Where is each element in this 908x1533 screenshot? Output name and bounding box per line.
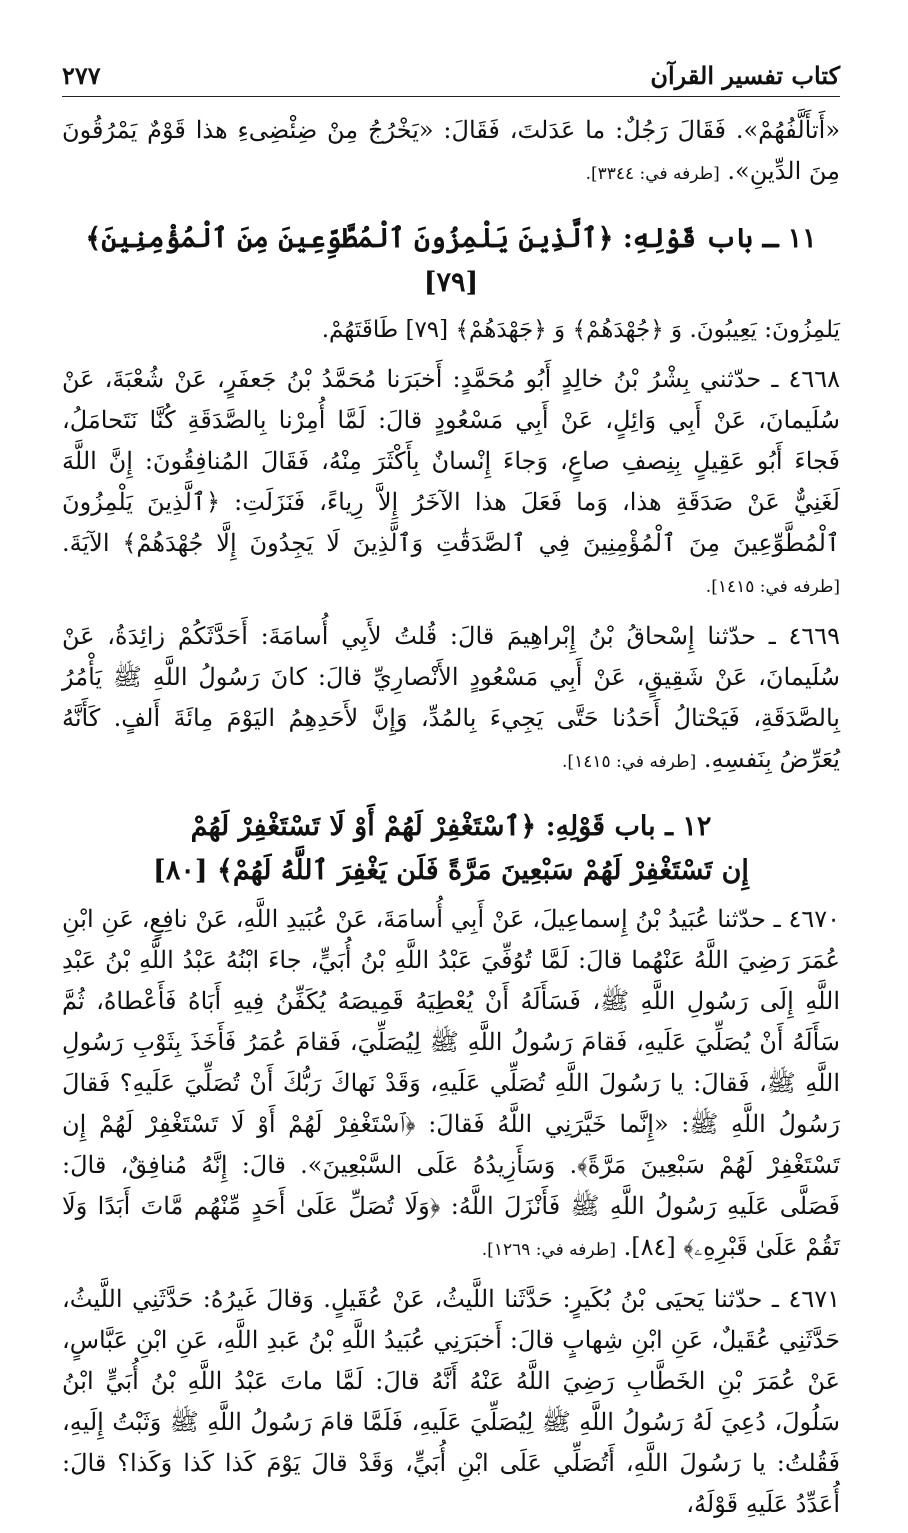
chapter-label: باب قَوْلِهِ: — [545, 811, 656, 842]
cross-reference: [طرفه في: ١٤١٥]. — [705, 577, 840, 597]
chapter-number: ١٢ ـ — [665, 811, 712, 842]
hadith-text: ٤٦٧١ ـ حدّثنا يَحيَى بْنُ بُكَيرٍ: حَدَّثَنا اللَّيثُ، عَنْ عُقَيلٍ. وَقالَ غَيرُهُ: حَدَّثَنِي اللَّيثُ، حَدَّثَنِي عُقَيلٌ، عَنِ ابْنِ شِهابٍ قالَ: أَخبَرَنِي عُبَيدُ اللَّهِ بْنُ عَبدِ اللَّهِ، عَنِ ابْنِ عَبَّاسٍ، عَنْ عُمَرَ بْنِ الخَطَّابِ رَضِيَ اللَّهُ عَنْهُ أَنَّهُ قالَ: لَمَّا ماتَ عَبْدُ اللَّهِ بْنُ أُبَيٍّ ابْنُ سَلُولَ، دُعِيَ لَهُ رَسُولُ اللَّهِ ﷺ لِيُصَلِّيَ عَلَيهِ، فَلَمَّا قامَ رَسُولُ اللَّهِ ﷺ وَثَبْتُ إِلَيهِ، فَقُلتُ: يا رَسُولَ اللَّهِ، أَتُصَلِّي عَلَى ابْنِ أُبَيٍّ، وَقَدْ قالَ يَوْمَ كَذا كَذا وَكَذا؟ قالَ: أُعَدِّدُ عَلَيهِ قَوْلَهُ، — [62, 1285, 840, 1518]
paragraph-text: «أَتأَلَّفُهُمْ». فَقَالَ رَجُلٌ: ما عَدَلتَ، فَقَالَ: «يَخْرُجُ مِنْ ضِئْضِىءِ هذا قَوْمٌ يَمْرُقُونَ مِنَ الدِّينِ». — [62, 116, 841, 185]
chapter-number: ١١ ـ — [762, 223, 817, 254]
chapter-heading-11 — [62, 217, 840, 305]
hadith-text: ٤٦٦٩ ـ حدّثنا إِسْحاقُ بْنُ إِبْراهِيمَ قالَ: قُلتُ لأَبِي أُسامَةَ: أَحَدَّثَكُمْ زائِدَةُ، عَنْ سُلَيمانَ، عَنْ شَقِيقٍ، عَنْ أَبِي مَسْعُودٍ الأَنْصارِيِّ قالَ: كانَ رَسُولُ اللَّهِ ﷺ يَأْمُرُ بِالصَّدَقَةِ، فَيَحْتالُ أَحَدُنا حَتَّى يَجِيءَ بِالمُدِّ، وَإِنَّ لأَحَدِهِمُ اليَوْمَ مِائَةَ أَلفٍ. كَأَنَّهُ يُعَرِّضُ بِنَفسِهِ. — [62, 622, 840, 773]
cross-reference: [طرفه في: ١٤١٥]. — [562, 752, 697, 772]
chapter-heading-12 — [62, 805, 840, 893]
hadith-4671 — [62, 1279, 840, 1525]
chapter-verse: ﴿ٱلَّذِينَ يَلْمِزُونَ ٱلْمُطَّوِّعِينَ مِنَ ٱلْمُؤْمِنِينَ﴾ [٧٩] — [85, 223, 614, 298]
cross-reference: [طرفه في: ٣٣٤٤]. — [585, 164, 720, 184]
hadith-text: ٤٦٧٠ ـ حدّثنا عُبَيدُ بْنُ إِسماعِيلَ، عَنْ أَبِي أُسامَةَ، عَنْ عُبَيدِ اللَّهِ، عَنْ نافِعٍ، عَنِ ابْنِ عُمَرَ رَضِيَ اللَّهُ عَنْهُما قالَ: لَمَّا تُوُفِّيَ عَبْدُ اللَّهِ بْنُ أُبَيٍّ، جاءَ ابْنُهُ عَبْدُ اللَّهِ بْنُ عَبْدِ اللَّهِ إِلَى رَسُولِ اللَّهِ ﷺ، فَسَأَلَهُ أَنْ يُعْطِيَهُ قَمِيصَهُ يُكَفِّنُ فِيهِ أَبَاهُ فَأَعْطاهُ، ثُمَّ سَأَلَهُ أَنْ يُصَلِّيَ عَلَيهِ، فَقامَ رَسُولُ اللَّهِ ﷺ لِيُصَلِّيَ، فَقامَ عُمَرُ فَأَخَذَ بِثَوْبِ رَسُولِ اللَّهِ ﷺ، فَقالَ: يا رَسُولَ اللَّهِ تُصَلِّي عَلَيهِ، وَقَدْ نَهاكَ رَبُّكَ أَنْ تُصَلِّيَ عَلَيهِ؟ فَقالَ رَسُولُ اللَّهِ ﷺ: «إِنَّما خَيَّرَنِي اللَّهُ فَقالَ: ﴿ٱسْتَغْفِرْ لَهُمْ أَوْ لَا تَسْتَغْفِرْ لَهُمْ إِن تَسْتَغْفِرْ لَهُمْ سَبْعِينَ مَرَّةً﴾. وَسَأَزِيدُهُ عَلَى السَّبْعِينَ». قالَ: إِنَّهُ مُنافِقٌ، قالَ: فَصَلَّى عَلَيهِ رَسُولُ اللَّهِ ﷺ فَأَنْزَلَ اللَّهُ: ﴿وَلَا تُصَلِّ عَلَىٰ أَحَدٍ مِّنْهُم مَّاتَ أَبَدًا وَلَا تَقُمْ عَلَىٰ قَبْرِهِۦ﴾ [٨٤]. — [62, 905, 840, 1261]
opening-paragraph — [62, 110, 840, 195]
chapter-gloss: يَلمِزُونَ: يَعِيبُونَ. وَ ﴿جُهْدَهُمْ﴾ وَ ﴿جَهْدَهُمْ﴾ [٧٩] طَاقَتَهُمْ. — [321, 317, 840, 343]
hadith-4670 — [62, 899, 840, 1271]
hadith-text: ٤٦٦٨ ـ حدّثني بِشْرُ بْنُ خالِدٍ أَبُو مُحَمَّدٍ: أَخبَرَنا مُحَمَّدُ بْنُ جَعفَرٍ، عَنْ شُعْبَةَ، عَنْ سُلَيمانَ، عَنْ أَبِي وَائِلٍ، عَنْ أَبِي مَسْعُودٍ قالَ: لَمَّا أُمِرْنا بِالصَّدَقَةِ كُنَّا نَتَحامَلُ، فَجاءَ أَبُو عَقِيلٍ بِنِصفِ صاعٍ، وَجاءَ إِنْسانٌ بِأَكْثَرَ مِنْهُ، فَقَالَ المُنافِقُونَ: إِنَّ اللَّهَ لَغَنِيٌّ عَنْ صَدَقَةِ هذا، وَما فَعَلَ هذا الآخَرُ إِلاَّ رِياءً، فَنَزَلَتِ: ﴿ٱلَّذِينَ يَلْمِزُونَ ٱلْمُطَّوِّعِينَ مِنَ ٱلْمُؤْمِنِينَ فِي ٱلصَّدَقَٰتِ وَٱلَّذِينَ لَا يَجِدُونَ إِلَّا جُهْدَهُمْ﴾ الآيَةَ. — [62, 365, 840, 557]
chapter-label: باب قَوْلِهِ: — [622, 223, 753, 254]
chapter-heading-line1 — [62, 805, 840, 849]
page-content — [62, 110, 840, 1533]
hadith-4668 — [62, 359, 840, 608]
page-number: ٢٧٧ — [62, 61, 101, 90]
hadith-4669 — [62, 616, 840, 783]
book-title: كتاب تفسير القرآن — [650, 61, 840, 90]
cross-reference: [طرفه في: ١٢٦٩]. — [481, 1240, 616, 1260]
chapter-verse-line1: ﴿ٱسْتَغْفِرْ لَهُمْ أَوْ لَا تَسْتَغْفِرْ لَهُمْ — [190, 811, 537, 842]
chapter-verse-line2: إِن تَسْتَغْفِرْ لَهُمْ سَبْعِينَ مَرَّةً فَلَن يَغْفِرَ ٱللَّهُ لَهُمْ﴾ [٨٠] — [153, 855, 749, 886]
page-header — [62, 48, 840, 97]
